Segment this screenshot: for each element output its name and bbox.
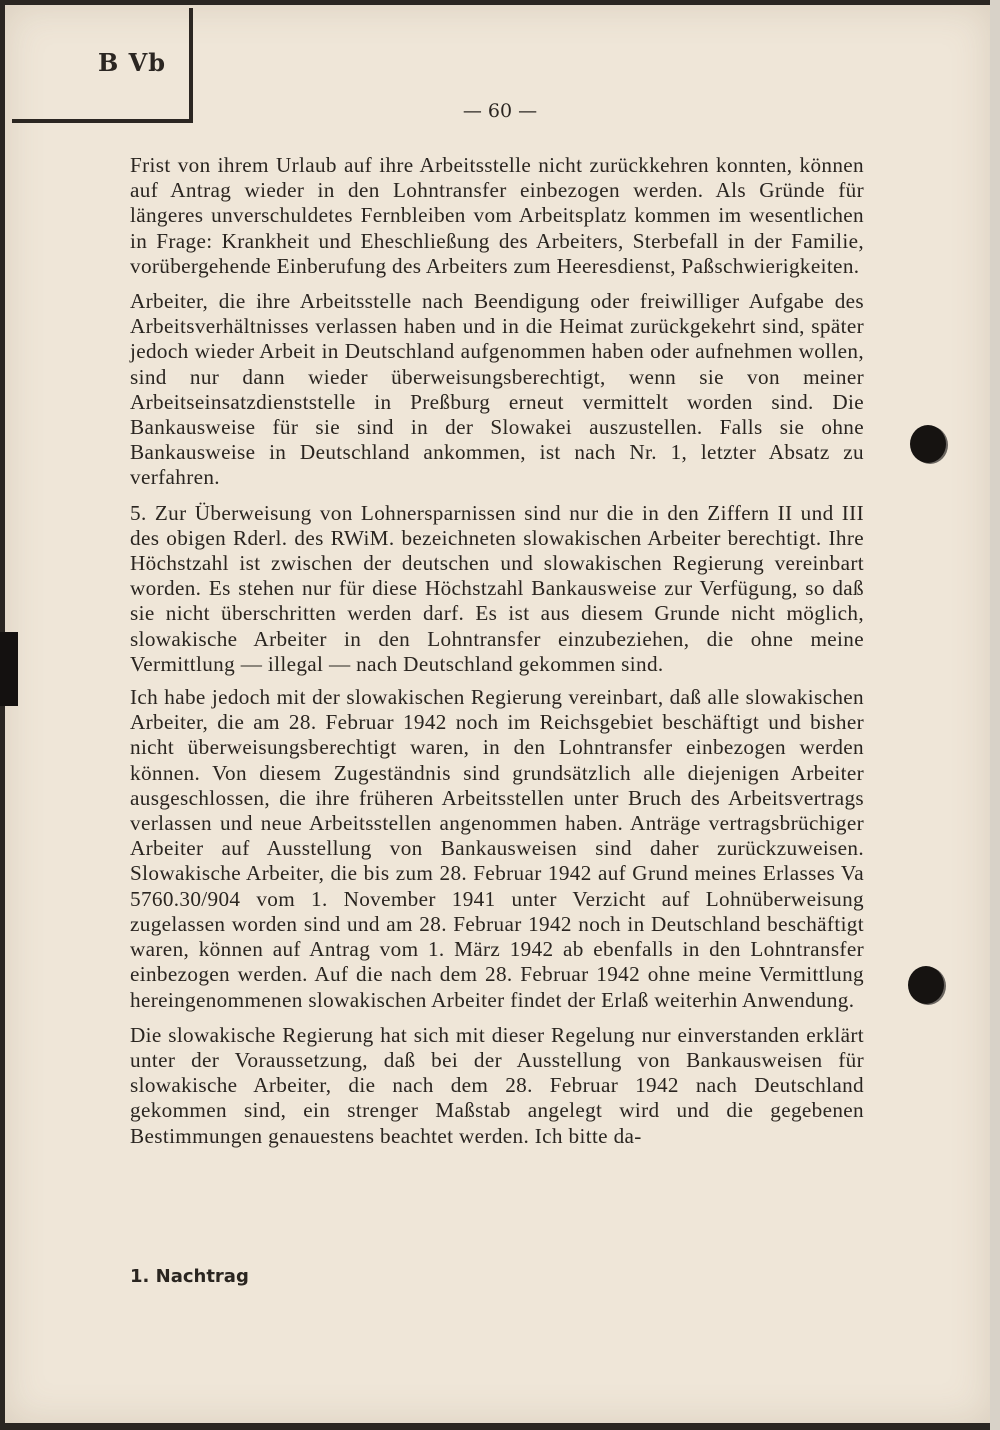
paragraph-2: Arbeiter, die ihre Arbeitsstelle nach Beendigung oder freiwilliger Aufgabe des Arbeitsverhältnisses verlassen haben und in die Heimat zurückgekehrt sind, später jedoch wieder Arbeit in Deutschland aufgenommen haben oder aufnehmen wollen, sind nur dann wieder überweisungsberechtigt, wenn sie von meiner Arbeitseinsatzdienststelle in Preßburg erneut vermittelt worden sind. Die Bankausweise für sie sind in der Slowakei auszustellen. Falls sie ohne Bankausweise in Deutschland ankommen, ist nach Nr. 1, letzter Absatz zu verfahren.: [130, 289, 864, 490]
punch-hole-mark: [908, 966, 944, 1004]
footer-label: 1. Nachtrag: [130, 1266, 249, 1287]
punch-hole-mark: [910, 425, 946, 463]
paragraph-5: Die slowakische Regierung hat sich mit dieser Regelung nur einverstanden erklärt unter der Voraussetzung, daß bei der Ausstellung von Bankausweisen für slowakische Arbeiter, die nach dem 28. Februar 1942 nach Deutschland gekommen sind, ein strenger Maßstab angelegt wird und die gegebenen Bestimmungen genauestens beachtet werden. Ich bitte da-: [130, 1022, 864, 1148]
section-stamp-label: B Vb: [98, 48, 167, 77]
paragraph-1: Frist von ihrem Urlaub auf ihre Arbeitsstelle nicht zurückkehren konnten, können auf Antrag wieder in den Lohntransfer einbezogen werden. Als Gründe für längeres unverschuldetes Fernbleiben vom Arbeitsplatz kommen im wesentlichen in Frage: Krankheit und Eheschließung des Arbeiters, Sterbefall in der Familie, vorübergehende Einberufung des Arbeiters zum Heeresdienst, Paßschwierigkeiten.: [130, 153, 864, 278]
paragraph-4: Ich habe jedoch mit der slowakischen Regierung vereinbart, daß alle slowakischen Arbeiter, die am 28. Februar 1942 noch im Reichsgebiet beschäftigt und bisher nicht überweisungsberechtigt waren, in den Lohntransfer einbezogen werden können. Von diesem Zugeständnis sind grundsätzlich alle diejenigen Arbeiter ausgeschlossen, die ihre früheren Arbeitsstellen unter Bruch des Arbeitsvertrags verlassen und neue Arbeitsstellen angenommen haben. Anträge vertragsbrüchiger Arbeiter auf Ausstellung von Bankausweisen sind daher zurückzuweisen. Slowakische Arbeiter, die bis zum 28. Februar 1942 auf Grund meines Erlasses Va 5760.30/904 vom 1. November 1941 unter Verzicht auf Lohnüberweisung zugelassen worden sind und am 28. Februar 1942 noch in Deutschland beschäftigt waren, können auf Antrag vom 1. März 1942 ab ebenfalls in den Lohntransfer einbezogen werden. Auf die nach dem 28. Februar 1942 ohne meine Vermittlung hereingenommenen slowakischen Arbeiter findet der Erlaß weiterhin Anwendung.: [130, 685, 864, 1012]
binding-clip-mark: [0, 632, 18, 706]
scan-edge: [990, 0, 1000, 1430]
paragraph-3: 5. Zur Überweisung von Lohnersparnissen sind nur die in den Ziffern II und III des obigen Rderl. des RWiM. bezeichneten slowakischen Arbeiter berechtigt. Ihre Höchstzahl ist zwischen der deutschen und slowakischen Regierung vereinbart worden. Es stehen nur für diese Höchstzahl Bankausweise zur Verfügung, so daß sie nicht überschritten werden darf. Es ist aus diesem Grunde nicht möglich, slowakische Arbeiter in den Lohntransfer einzubeziehen, die ohne meine Vermittlung — illegal — nach Deutschland gekommen sind.: [130, 500, 864, 676]
body-text: [130, 153, 864, 1159]
page-number: — 60 —: [462, 100, 538, 122]
